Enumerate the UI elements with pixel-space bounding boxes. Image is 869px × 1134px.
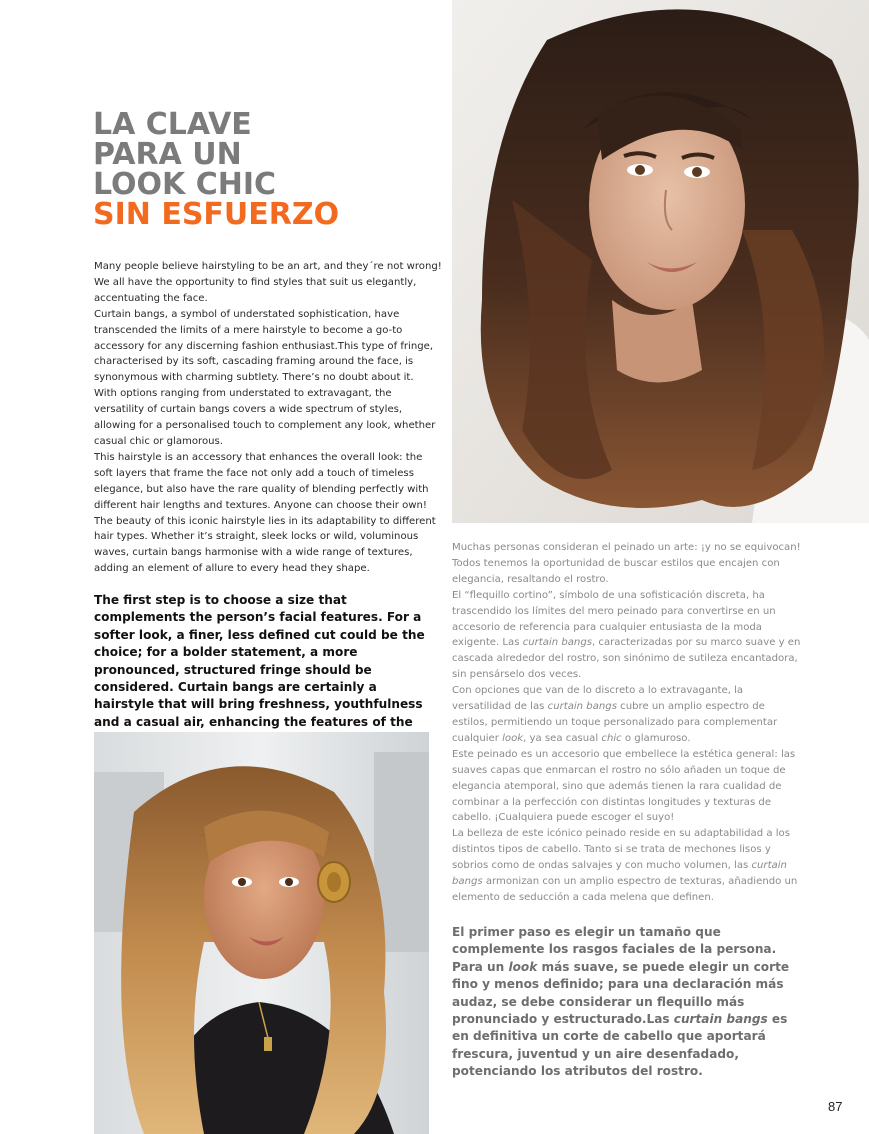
spanish-lead <box>452 924 797 1081</box>
headline-line-1: LA CLAVE <box>93 107 252 142</box>
blonde-portrait-illustration <box>94 732 429 1134</box>
headline-line-4: SIN ESFUERZO <box>93 197 340 232</box>
english-paragraph: This hairstyle is an accessory that enhances the overall look: the soft layers that frame the face not only add a touch of timeless elegance, but also have the rare quality of blending perfectly with different hair lengths and textures. Anyone can choose their own! <box>94 451 429 511</box>
english-paragraph: Curtain bangs, a symbol of understated sophistication, have transcended the limits of a mere hairstyle to become a go-to accessory for any discerning fashion enthusiast.This type of fringe, characterised by its soft, cascading framing around the face, is synonymous with charming subtlety. There’s no doubt about it. <box>94 308 434 384</box>
headline-line-3: LOOK CHIC <box>93 167 277 202</box>
brunette-portrait-illustration <box>452 0 869 523</box>
photo-woman-brunette-curtain-bangs <box>452 0 869 523</box>
spanish-paragraph: Con opciones que van de lo discreto a lo extravagante, la versatilidad de las curtain bangs cubre un amplio espectro de estilos, permitiendo un toque personalizado para complementar cualquier look, ya sea casual chic o glamuroso. <box>452 685 778 744</box>
english-paragraph: With options ranging from understated to extravagant, the versatility of curtain bangs covers a wide spectrum of styles, allowing for a personalised touch to complement any look, whether casual chic or glamorous. <box>94 388 436 447</box>
english-lead-text: The first step is to choose a size that complements the person’s facial features. For a softer look, a finer, less defined cut could be the choice; for a bolder statement, a more pronounced, structured fringe should be considered. Curtain bangs are certainly a hairstyle that will bring freshness, youthfulness and a casual air, enhancing the features of the <box>94 593 425 729</box>
spanish-paragraph: La belleza de este icónico peinado reside en su adaptabilidad a los distintos tipos de cabello. Tanto si se trata de mechones lisos y sobrios como de ondas salvajes y con mucho volumen, las curtain bangs armonizan con un amplio espectro de texturas, añadiendo un elemento de seducción a cada melena que definen. <box>452 828 798 903</box>
spanish-paragraph: Este peinado es un accesorio que embellece la estética general: las suaves capas que enmarcan el rostro no sólo añaden un toque de elegancia atemporal, sino que además tienen la rara cualidad de combinar a la perfección con distintas longitudes y texturas de cabello. ¡Cualquiera puede escoger el suyo! <box>452 748 796 824</box>
english-paragraph: The beauty of this iconic hairstyle lies in its adaptability to different hair types. Whether it’s straight, sleek locks or wild, voluminous waves, curtain bangs harmonise with a wide range of textures, adding an element of allure to every head they shape. <box>94 515 436 575</box>
headline <box>93 107 433 232</box>
spanish-paragraph: El “flequillo cortino”, símbolo de una sofisticación discreta, ha trascendido los límites del mero peinado para convertirse en un accesorio de referencia para cualquier entusiasta de la moda exigente. Las curtain bangs, caracterizadas por su marco suave y en cascada alrededor del rostro, son sinónimo de sutileza encantadora, sin pensárselo dos veces. <box>452 589 801 681</box>
headline-line-2: PARA UN <box>93 137 242 172</box>
spanish-lead-text: El primer paso es elegir un tamaño que complemente los rasgos faciales de la persona. Para un look más suave, se puede elegir un corte fino y menos definido; para una declaración más audaz, se debe considerar un flequillo más pronunciado y estructurado.Las curtain bangs es en definitiva un corte de cabello que aportará frescura, juventud y un aire desenfadado, potenciando los atributos del rostro. <box>452 925 790 1079</box>
english-lead <box>94 592 434 749</box>
spanish-paragraph: Muchas personas consideran el peinado un arte: ¡y no se equivocan! Todos tenemos la oportunidad de buscar estilos que encajen con elegancia, resaltando el rostro. <box>452 542 801 585</box>
english-body <box>94 259 442 577</box>
english-paragraph: Many people believe hairstyling to be an art, and they´re not wrong! We all have the opportunity to find styles that suit us elegantly, accentuating the face. <box>94 261 442 304</box>
page-number: 87 <box>828 1099 843 1114</box>
spanish-body <box>452 540 802 906</box>
photo-woman-blonde-curtain-bangs <box>94 732 429 1134</box>
